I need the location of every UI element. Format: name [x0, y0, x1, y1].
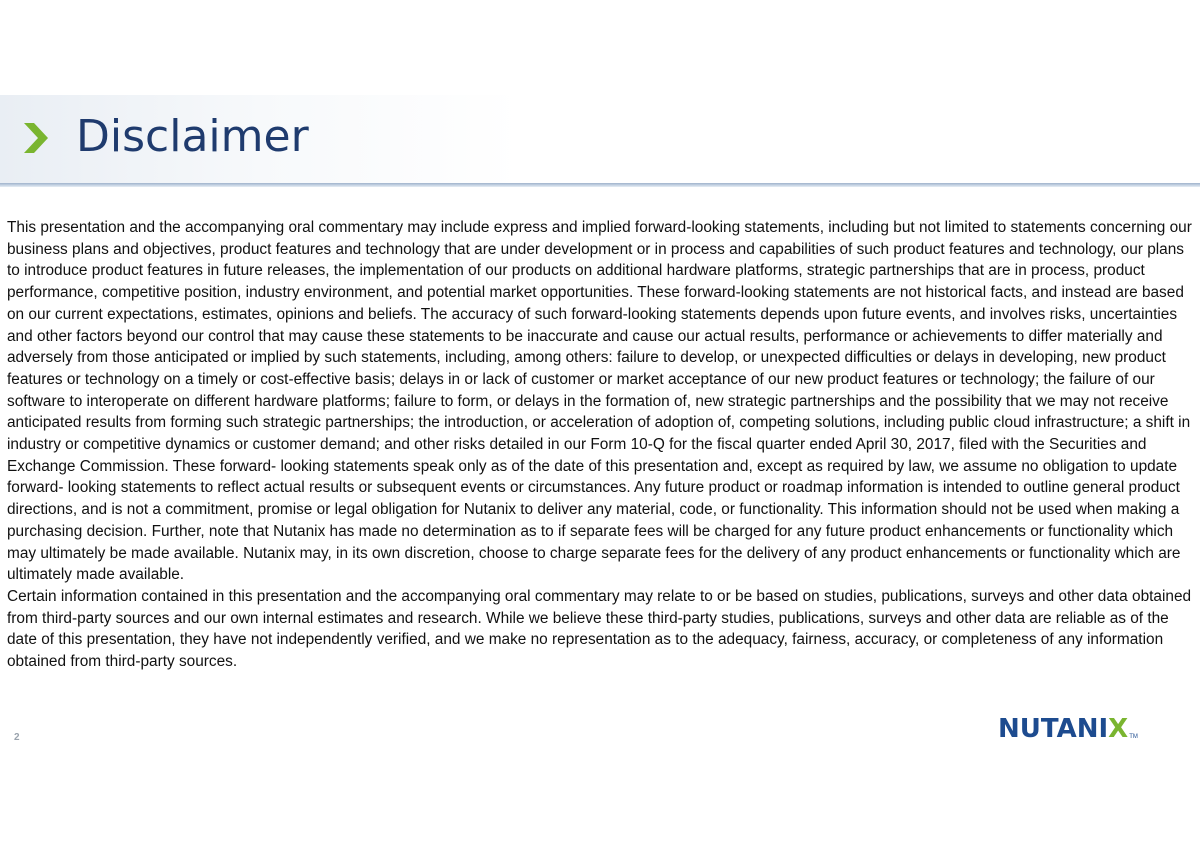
disclaimer-body — [7, 217, 1192, 673]
logo-wordmark-accent: X — [1108, 714, 1129, 744]
header-divider — [0, 183, 1200, 187]
logo-wordmark-main: NUTANI — [998, 714, 1109, 744]
logo-trademark: TM — [1129, 734, 1138, 740]
nutanix-logo — [998, 712, 1168, 742]
chevron-right-icon — [24, 123, 48, 153]
disclaimer-paragraph-forward-looking: This presentation and the accompanying oral commentary may include express and implied forward-looking statements, including but not limited to statements concerning our business plans and objectives, product features and technology that are under development or in process and capabilities of such product features and technology, our plans to introduce product features in future releases, the implementation of our products on additional hardware platforms, strategic partnerships that are in process, product performance, competitive position, industry environment, and potential market opportunities. These forward-looking statements are not historical facts, and instead are based on our current expectations, estimates, opinions and beliefs. The accuracy of such forward-looking statements depends upon future events, and involves risks, uncertainties and other factors beyond our control that may cause these statements to be inaccurate and cause our actual results, performance or achievements to differ materially and adversely from those anticipated or implied by such statements, including, among others: failure to develop, or unexpected difficulties or delays in developing, new product features or technology on a timely or cost-effective basis; delays in or lack of customer or market acceptance of our new product features or technology; the failure of our software to interoperate on different hardware platforms; failure to form, or delays in the formation of, new strategic partnerships and the possibility that we may not receive anticipated results from forming such strategic partnerships; the introduction, or acceleration of adoption of, competing solutions, including public cloud infrastructure; a shift in industry or competitive dynamics or customer demand; and other risks detailed in our Form 10-Q for the fiscal quarter ended April 30, 2017, filed with the Securities and Exchange Commission. These forward- looking statements speak only as of the date of this presentation and, except as required by law, we assume no obligation to update forward- looking statements to reflect actual results or subsequent events or circumstances. Any future product or roadmap information is intended to outline general product directions, and is not a commitment, promise or legal obligation for Nutanix to deliver any material, code, or functionality. This information should not be used when making a purchasing decision. Further, note that Nutanix has made no determination as to if separate fees will be charged for any future product enhancements or functionality which may ultimately be made available. Nutanix may, in its own discretion, choose to charge separate fees for the delivery of any product enhancements or functionality which are ultimately made available. — [7, 219, 1192, 584]
page-number: 2 — [14, 732, 20, 743]
slide-title: Disclaimer — [76, 111, 309, 162]
logo-wordmark — [998, 716, 1128, 742]
disclaimer-paragraph-third-party: Certain information contained in this presentation and the accompanying oral commentary may relate to or be based on studies, publications, surveys and other data obtained from third-party sources and our own internal estimates and research. While we believe these third-party studies, publications, surveys and other data are reliable as of the date of this presentation, they have not independently verified, and we make no representation as to the adequacy, fairness, accuracy, or completeness of any information obtained from third-party sources. — [7, 587, 1192, 671]
